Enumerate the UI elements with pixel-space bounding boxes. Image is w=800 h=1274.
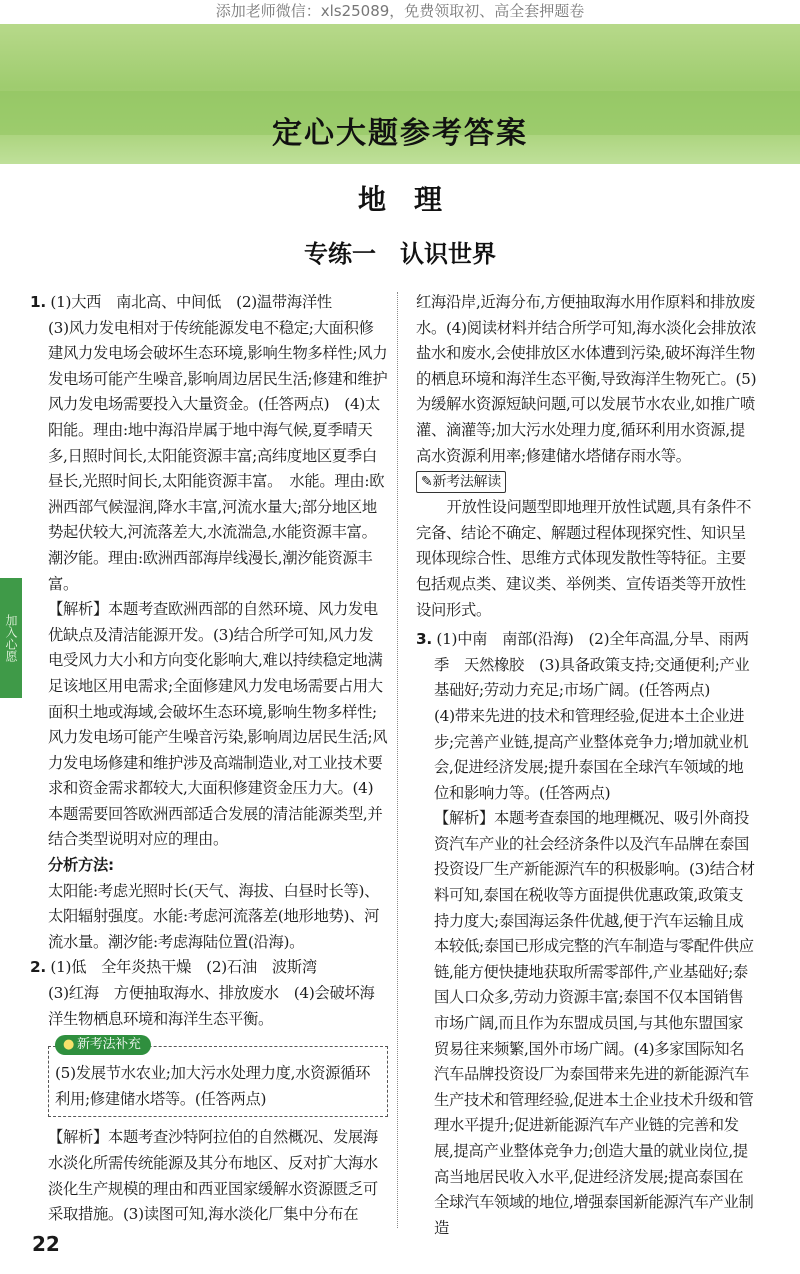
supplement-label	[55, 1035, 151, 1055]
question-3-analysis: 【解析】本题考查泰国的地理概况、吸引外商投资汽车产业的社会经济条件以及汽车品牌在泰国投资设厂生产新能源汽车的积极影响。(3)结合材料可知,泰国在税收等方面提供优惠政策,政策支持力度大;泰国海运条件优越,便于汽车运输且成本较低;泰国已形成完整的汽车制造与零配件供应链,能方便快捷地获取所需零部件,产业基础好;泰国人口众多,劳动力资源丰富;泰国不仅本国销售市场广阔,而且作为东盟成员国,与其他东盟国家贸易往来频繁,国外市场广阔。(4)多家国际知名汽车品牌投资设厂为泰国带来先进的新能源汽车生产技术和管理经验,促进本土企业技术升级和管理水平提升;促进新能源汽车产业链的完善和发展,提高产业整体竞争力;创造大量的就业岗位,提高当地居民收入水平,促进经济发展;提高泰国在全球汽车领域的地位,增强泰国新能源汽车产业制造	[434, 809, 755, 1237]
explain-heading	[416, 469, 758, 495]
supplement-label-text: 新考法补充	[77, 1037, 141, 1053]
question-1	[30, 290, 388, 316]
method-text: 太阳能:考虑光照时长(天气、海拔、白昼时长等)、太阳辐射强度。水能:考虑河流落差(地形地势)、河流水量。潮汐能:考虑海陆位置(沿海)。	[48, 881, 380, 951]
edit-icon: ✎	[421, 474, 433, 491]
page-number: 22	[32, 1232, 60, 1256]
explain-title-text: 新考法解读	[432, 474, 501, 491]
subject-title: 地 理	[357, 183, 442, 216]
question-1-line-2: (3)风力发电相对于传统能源发电不稳定;大面积修建风力发电场会破坏生态环境,影响生物多样性;风力发电场可能产生噪音,影响周边居民生活;修建和维护风力发电场需要投入大量资金。(任答两点) (4)太阳能。理由:地中海沿岸属于地中海气候,夏季晴天多,日照时间长,太阳能资源丰富;高纬度地区夏季白昼长,光照时间长,太阳能资源丰富。 水能。理由:欧洲西部气候湿润,降水丰富,河流水量大;部分地区地势起伏较大,河流落差大,水流湍急,水能资源丰富。 潮汐能。理由:欧洲西部海岸线漫长,潮汐能资源丰富。	[48, 318, 388, 593]
side-tab: 加入心愿	[0, 578, 22, 698]
question-2-continued: 红海沿岸,近海分布,方便抽取海水用作原料和排放废水。(4)阅读材料并结合所学可知,海水淡化会排放浓盐水和废水,会使排放区水体遭到污染,破坏海洋生物的栖息环境和海洋生态平衡,导致海洋生物死亡。(5)为缓解水资源短缺问题,可以发展节水农业,如推广喷灌、滴灌等;加大污水处理力度,循环利用水资源,提高水资源利用率;修建储水塔储存雨水等。	[416, 293, 757, 465]
question-3-number: 3.	[416, 630, 432, 649]
banner-title: 定心大题参考答案	[272, 116, 528, 151]
column-divider	[397, 292, 398, 1228]
question-2-number: 2.	[30, 958, 46, 977]
section-title: 专练一 认识世界	[304, 240, 496, 268]
question-2-line-1: (1)低 全年炎热干燥 (2)石油 波斯湾	[50, 958, 317, 977]
left-column	[30, 290, 388, 1228]
question-1-line-1: (1)大西 南北高、中间低 (2)温带海洋性	[50, 293, 332, 311]
question-2-line-2: (3)红海 方便抽取海水、排放废水 (4)会破坏海洋生物栖息环境和海洋生态平衡。	[48, 984, 375, 1028]
question-2	[30, 955, 388, 981]
method-title: 分析方法:	[48, 856, 114, 875]
header-banner	[0, 24, 800, 164]
question-1-analysis: 【解析】本题考查欧洲西部的自然环境、风力发电优缺点及清洁能源开发。(3)结合所学可知,风力发电受风力大小和方向变化影响大,难以持续稳定地满足该地区用电需求;全面修建风力发电场需要占用大面积土地或海域,会破坏生态环境,影响生物多样性;风力发电场可能产生噪音污染,影响周边居民生活;风力发电场修建和维护涉及高端制造业,对工业技术要求和资金需求都较大,大面积修建资金压力大。(4)本题需要回答欧洲西部适合发展的清洁能源类型,并结合类型说明对应的理由。	[48, 600, 388, 849]
lightbulb-icon: ●	[63, 1037, 75, 1053]
question-3-line-2: (4)带来先进的技术和管理经验,促进本土企业进步;完善产业链,提高产业整体竞争力;增加就业机会,促进经济发展;提升泰国在全球汽车领域的地位和影响力等。(任答两点)	[434, 706, 749, 802]
question-3-line-1: (1)中南 南部(沿海) (2)全年高温,分旱、雨两季 天然橡胶 (3)具备政策支持;交通便利;产业基础好;劳动力充足;市场广阔。(任答两点)	[434, 630, 750, 700]
question-3	[416, 627, 758, 704]
watermark-text: 添加老师微信：xls25089，免费领取初、高全套押题卷	[215, 2, 585, 20]
question-2-analysis: 【解析】本题考查沙特阿拉伯的自然概况、发展海水淡化所需传统能源及其分布地区、反对扩大海水淡化生产规模的理由和西亚国家缓解水资源匮乏可采取措施。(3)读图可知,海水淡化厂集中分布在	[48, 1128, 378, 1224]
explain-text: 开放性设问题型即地理开放性试题,具有条件不完备、结论不确定、解题过程体现探究性、知识呈现体现综合性、思维方式体现发散性等特征。主要包括观点类、建议类、举例类、宣传语类等开放性设问形式。	[416, 498, 752, 619]
supplement-box	[48, 1037, 388, 1117]
right-column	[416, 290, 758, 1241]
question-1-number: 1.	[30, 293, 46, 311]
supplement-text: (5)发展节水农业;加大污水处理力度,水资源循环利用;修建储水塔等。(任答两点)	[55, 1064, 371, 1108]
explain-title	[416, 471, 506, 493]
